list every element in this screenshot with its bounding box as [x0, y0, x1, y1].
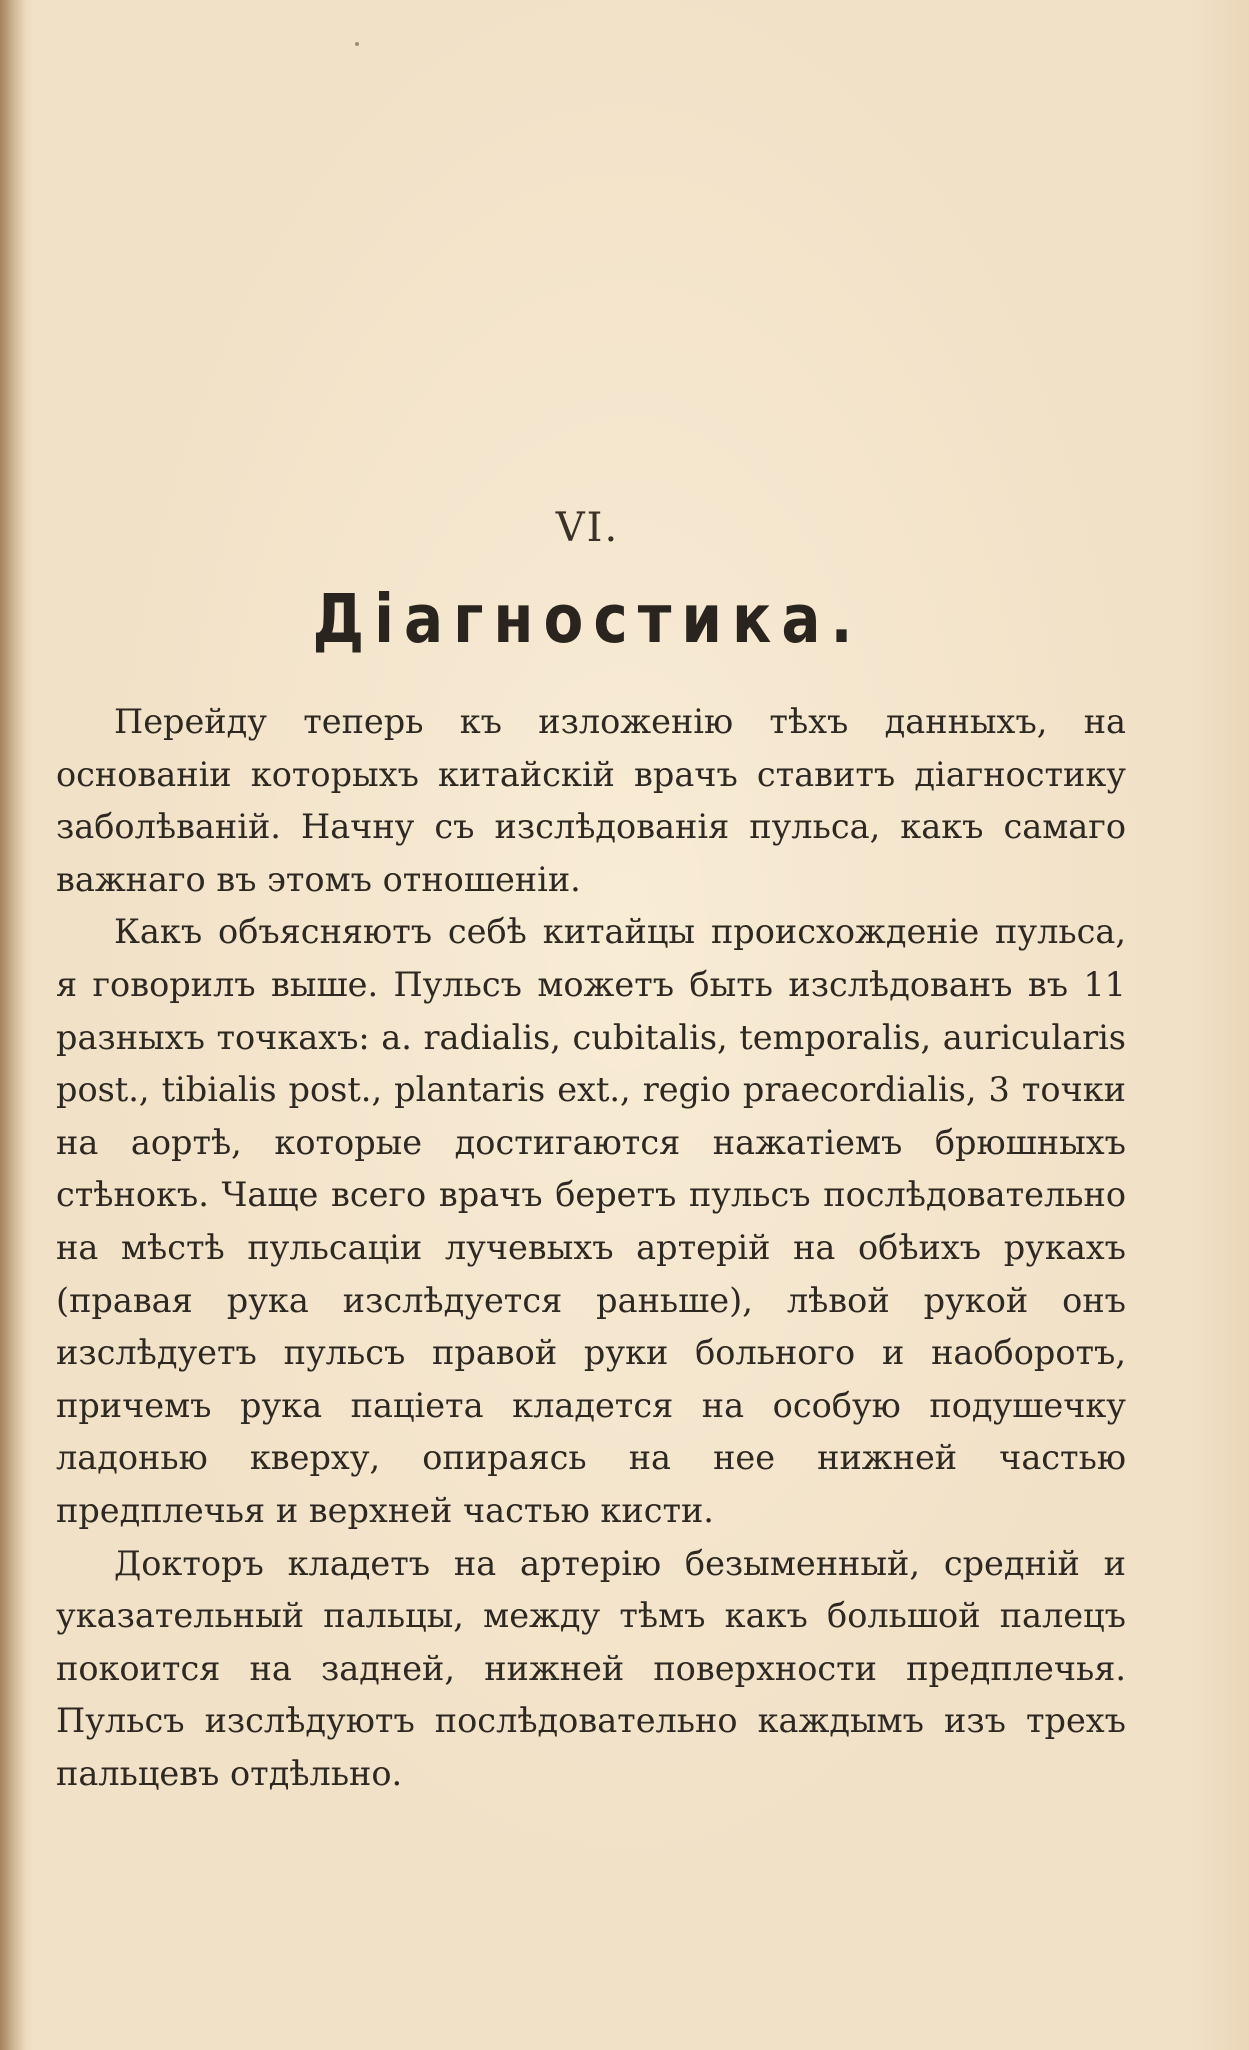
- chapter-title: Діагностика.: [312, 579, 863, 659]
- paragraph-1: Перейду теперь къ изложенію тѣхъ данныхъ, на основаніи которыхъ китайскій врачъ ставитъ діагностику заболѣваній. Начну съ изслѣдованія пульса, какъ самаго важнаго въ этомъ отношеніи.: [56, 702, 1126, 899]
- bleed-through-texture: [110, 70, 1110, 490]
- paper-speck: [355, 42, 359, 46]
- body-text: [56, 696, 1126, 1800]
- paragraph-2: Какъ объясняютъ себѣ китайцы происхожденіе пульса, я говорилъ выше. Пульсъ можетъ быть изслѣдованъ въ 11 разныхъ точкахъ: a. radialis, cubitalis, temporalis, auricularis post., tibialis post., plantaris ext., regio praecordialis, 3 точки на аортѣ, которые достигаются нажатіемъ брюшныхъ стѣнокъ. Чаще всего врачъ беретъ пульсъ послѣдовательно на мѣстѣ пульсаціи лучевыхъ артерій на обѣихъ рукахъ (правая рука изслѣдуется раньше), лѣвой рукой онъ изслѣдуетъ пульсъ правой руки больного и наоборотъ, причемъ рука паціета кладется на особую подушечку ладонью кверху, опираясь на нее нижней частью предплечья и верхней частью кисти.: [56, 912, 1126, 1530]
- paragraph-3: Докторъ кладетъ на артерію безыменный, средній и указательный пальцы, между тѣмъ какъ большой палецъ покоится на задней, нижней поверхности предплечья. Пульсъ изслѣдуютъ послѣдовательно каждымъ изъ трехъ пальцевъ отдѣльно.: [56, 1543, 1126, 1793]
- binding-shadow: [0, 0, 26, 2050]
- chapter-number: VI.: [555, 505, 620, 551]
